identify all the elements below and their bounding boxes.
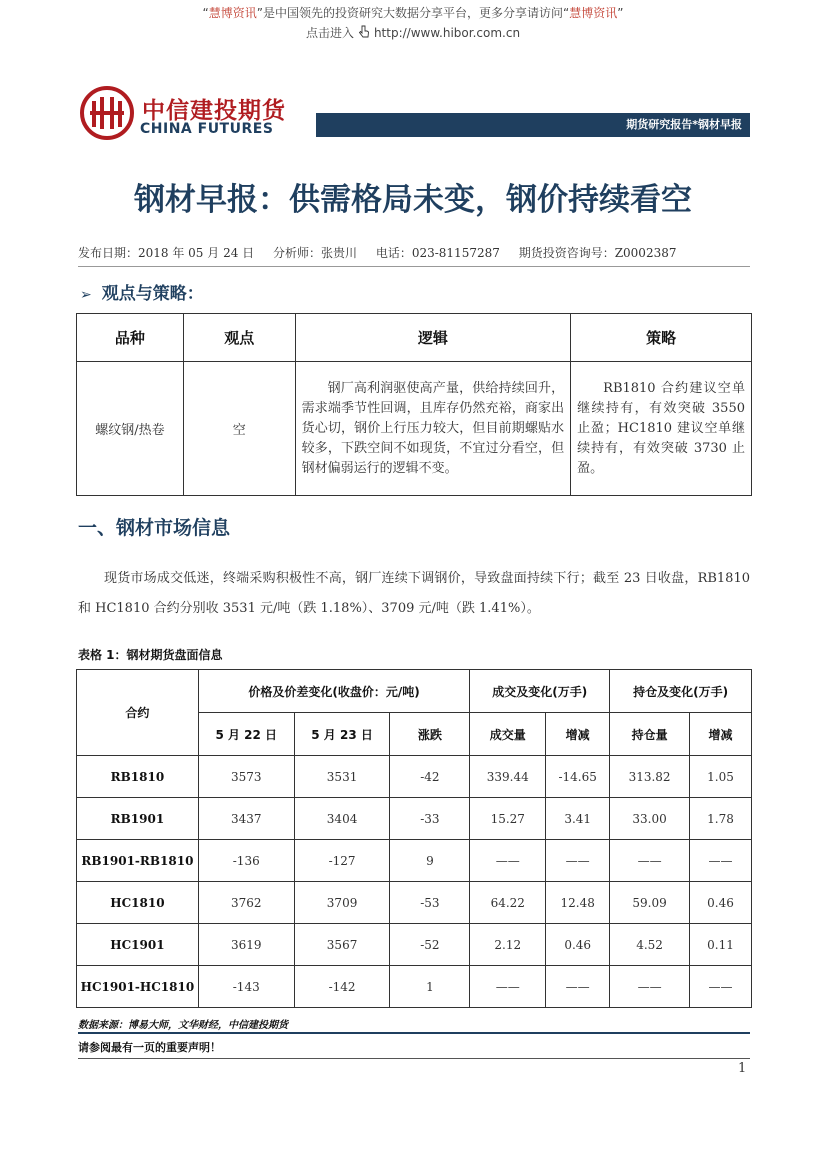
header-oi-group: 持仓及变化(万手): [610, 670, 752, 713]
report-type-bar: 期货研究报告*钢材早报: [316, 113, 750, 137]
header-price-group: 价格及价差变化(收盘价：元/吨): [198, 670, 469, 713]
footer-divider: [78, 1058, 750, 1059]
banner-quote: “: [202, 6, 209, 20]
source-divider: [78, 1032, 750, 1034]
table-row: [77, 882, 752, 924]
table-row: [77, 798, 752, 840]
header-volume-group: 成交及变化(万手): [470, 670, 610, 713]
value-cell: -52: [390, 924, 470, 966]
value-cell: 3437: [198, 798, 294, 840]
value-cell: 59.09: [610, 882, 690, 924]
data-header-row-1: [77, 670, 752, 713]
strategy-table: [76, 313, 752, 496]
table-caption: 表格 1：钢材期货盘面信息: [78, 648, 223, 662]
value-cell: 15.27: [470, 798, 546, 840]
value-cell: 3567: [294, 924, 390, 966]
strategy-header-row: [77, 314, 752, 362]
banner-brand-link[interactable]: 慧博资讯: [208, 6, 257, 20]
strategy-cell: RB1810 合约建议空单继续持有，有效突破 3550 止盈；HC1810 建议空单继续持有，有效突破 3730 止盈。: [571, 362, 752, 496]
value-cell: 3762: [198, 882, 294, 924]
banner-text: ”是中国领先的投资研究大数据分享平台，更多分享请访问“: [256, 6, 570, 20]
value-cell: 339.44: [470, 756, 546, 798]
header-oi-change: 增减: [690, 713, 752, 756]
top-banner: [0, 4, 826, 43]
value-cell: 1.78: [690, 798, 752, 840]
contract-cell: RB1810: [77, 756, 199, 798]
section-market-heading: 一、钢材市场信息: [78, 517, 231, 539]
banner-line-2: [0, 24, 826, 43]
value-cell: 64.22: [470, 882, 546, 924]
value-cell: 0.46: [690, 882, 752, 924]
hand-cursor-icon: [357, 25, 371, 39]
china-futures-logo-icon: [80, 86, 134, 140]
header-contract: 合约: [77, 670, 199, 756]
banner-brand-link-2[interactable]: 慧博资讯: [569, 6, 618, 20]
value-cell: 3404: [294, 798, 390, 840]
contract-cell: HC1810: [77, 882, 199, 924]
value-cell: 1: [390, 966, 470, 1008]
value-cell: ——: [546, 840, 610, 882]
meta-divider: [78, 266, 750, 267]
contract-cell: RB1901: [77, 798, 199, 840]
value-cell: 9: [390, 840, 470, 882]
value-cell: ——: [470, 840, 546, 882]
value-cell: ——: [470, 966, 546, 1008]
value-cell: 3709: [294, 882, 390, 924]
section-views-label: 观点与策略：: [101, 284, 204, 304]
value-cell: 12.48: [546, 882, 610, 924]
page-number: 1: [738, 1061, 747, 1076]
header-variety: 品种: [77, 314, 184, 362]
value-cell: 3.41: [546, 798, 610, 840]
banner-url-link[interactable]: http://www.hibor.com.cn: [373, 26, 521, 40]
futures-data-table: [76, 669, 752, 1008]
value-cell: -53: [390, 882, 470, 924]
value-cell: 0.11: [690, 924, 752, 966]
value-cell: 4.52: [610, 924, 690, 966]
table-row: [77, 924, 752, 966]
market-paragraph: 现货市场成交低迷，终端采购积极性不高，钢厂连续下调钢价，导致盘面持续下行；截至 23 日收盘，RB1810 和 HC1810 合约分别收 3531 元/吨（跌 1.18%）、3709 元/吨（跌 1.41%）。: [78, 571, 750, 616]
brand-name-en: CHINA FUTURES: [140, 121, 274, 137]
brand-name-cn: 中信建投期货: [142, 98, 286, 124]
header-volume-change: 增减: [546, 713, 610, 756]
value-cell: ——: [610, 966, 690, 1008]
report-title: 钢材早报：供需格局未变，钢价持续看空: [134, 182, 692, 218]
view-cell: 空: [183, 362, 295, 496]
value-cell: 2.12: [470, 924, 546, 966]
value-cell: ——: [546, 966, 610, 1008]
value-cell: -143: [198, 966, 294, 1008]
header-may22: 5 月 22 日: [198, 713, 294, 756]
phone: 电话：023-81157287: [375, 246, 500, 260]
license-number: 期货投资咨询号：Z0002387: [518, 246, 677, 260]
header-view: 观点: [183, 314, 295, 362]
header-change: 涨跌: [390, 713, 470, 756]
logic-cell: 钢厂高利润驱使高产量，供给持续回升，需求端季节性回调，且库存仍然充裕，商家出货心切，钢价上行压力较大，但目前期螺贴水较多，下跌空间不如现货，不宜过分看空，但钢材偏弱运行的逻辑不变。: [295, 362, 571, 496]
value-cell: -142: [294, 966, 390, 1008]
value-cell: 33.00: [610, 798, 690, 840]
publish-date: 发布日期：2018 年 05 月 24 日: [78, 246, 255, 260]
arrow-bullet-icon: ➢: [80, 287, 92, 303]
header-may23: 5 月 23 日: [294, 713, 390, 756]
data-source: 数据来源：博易大师，文华财经，中信建投期货: [78, 1020, 288, 1031]
table-row: [77, 966, 752, 1008]
value-cell: 0.46: [546, 924, 610, 966]
header-logic: 逻辑: [295, 314, 571, 362]
value-cell: 313.82: [610, 756, 690, 798]
value-cell: 3573: [198, 756, 294, 798]
header-strategy: 策略: [571, 314, 752, 362]
report-meta: [78, 244, 750, 261]
header-oi: 持仓量: [610, 713, 690, 756]
value-cell: 3619: [198, 924, 294, 966]
table-row: [77, 840, 752, 882]
section-views-heading: [80, 279, 204, 304]
header-volume: 成交量: [470, 713, 546, 756]
value-cell: -33: [390, 798, 470, 840]
banner-quote-close: ”: [617, 6, 624, 20]
value-cell: -14.65: [546, 756, 610, 798]
contract-cell: RB1901-RB1810: [77, 840, 199, 882]
strategy-row: [77, 362, 752, 496]
banner-line-1: [0, 4, 826, 23]
contract-cell: HC1901-HC1810: [77, 966, 199, 1008]
contract-cell: HC1901: [77, 924, 199, 966]
disclaimer-note: 请参阅最有一页的重要声明！: [78, 1041, 221, 1054]
value-cell: ——: [690, 966, 752, 1008]
value-cell: 3531: [294, 756, 390, 798]
value-cell: -136: [198, 840, 294, 882]
variety-cell: 螺纹钢/热卷: [77, 362, 184, 496]
table-row: [77, 756, 752, 798]
value-cell: -127: [294, 840, 390, 882]
value-cell: ——: [690, 840, 752, 882]
value-cell: ——: [610, 840, 690, 882]
value-cell: 1.05: [690, 756, 752, 798]
banner-enter-text: 点击进入: [305, 26, 354, 40]
value-cell: -42: [390, 756, 470, 798]
analyst: 分析师：张贵川: [272, 246, 357, 260]
